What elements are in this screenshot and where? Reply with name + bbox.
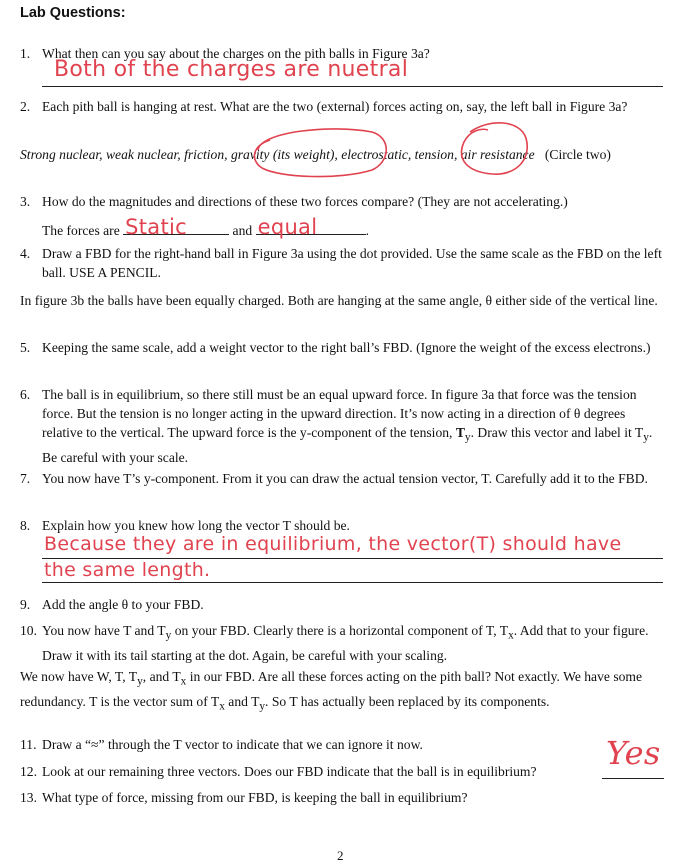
subscript: x	[508, 629, 514, 642]
question-text: What type of force, missing from our FBD, is keeping the ball in equilibrium?	[42, 790, 468, 805]
answer-3-prefix: The forces are	[42, 223, 120, 238]
force-options	[20, 145, 665, 164]
question-4	[20, 244, 665, 282]
answer-3-equal: equal	[257, 215, 318, 239]
question-9	[20, 595, 665, 614]
question-number: 2.	[20, 99, 31, 114]
option-electrostatic: electrostatic,	[341, 147, 415, 162]
question-number: 9.	[20, 597, 31, 612]
text-part: . Be careful with your scale.	[42, 425, 653, 465]
tension-symbol: T	[455, 425, 465, 440]
question-number: 4.	[20, 246, 31, 261]
text-part: You now have T and T	[42, 623, 166, 638]
answer-8-line-1-handwritten: Because they are in equilibrium, the vector(T) should have	[44, 533, 622, 555]
question-10	[20, 621, 665, 665]
question-number: 5.	[20, 340, 31, 355]
option-air-resistance: air resistance	[460, 147, 535, 162]
text-part: The ball is in equilibrium, so there still must be an equal upward force. In figure 3a that force was the tension force. But the tension is no longer acting in the upward direction. It’s now acting in a direction of θ degrees relative to the vertical. The upward force is the y-component of the tension,	[42, 387, 637, 440]
answer-8-line-2-handwritten: the same length.	[44, 559, 211, 581]
answer-3-blank-2	[256, 215, 366, 239]
text-part: . Add that to your figure. Draw it with its tail starting at the dot. Again, be careful with your scaling.	[42, 623, 649, 663]
option-text: Strong nuclear, weak nuclear, friction,	[20, 147, 231, 162]
question-11	[20, 735, 665, 754]
question-number: 3.	[20, 194, 31, 209]
question-number: 11.	[20, 737, 37, 752]
option-tension: tension,	[414, 147, 461, 162]
answer-3-static: Static	[125, 215, 187, 239]
subscript: x	[219, 700, 225, 713]
answer-8-line-2	[42, 582, 663, 583]
question-text: Draw a “≈” through the T vector to indicate that we can ignore it now.	[42, 737, 423, 752]
question-12	[20, 762, 665, 781]
question-text: Draw a FBD for the right-hand ball in Figure 3a using the dot provided. Use the same scale as the FBD on the left ball. USE A PENCIL.	[42, 246, 662, 280]
text-part: in our FBD. Are all these forces acting on the pith ball? Not exactly. We have some redundancy. T is the vector sum of T	[20, 669, 643, 709]
question-number: 13.	[20, 790, 37, 805]
answer-3-row	[42, 215, 369, 240]
question-6	[20, 385, 665, 467]
circle-two-note: (Circle two)	[544, 147, 611, 162]
text-part: , and T	[142, 669, 181, 684]
period: .	[365, 223, 369, 238]
subscript: y	[464, 431, 471, 444]
question-text: Explain how you knew how long the vector T should be.	[42, 518, 350, 533]
answer-1-line	[42, 86, 663, 87]
page-number: 2	[337, 848, 344, 863]
page-heading: Lab Questions:	[20, 5, 126, 21]
question-7	[20, 469, 665, 488]
question-2	[20, 97, 665, 116]
text-part: . Draw this vector and label it T	[470, 425, 644, 440]
question-number: 7.	[20, 471, 31, 486]
question-number: 10.	[20, 623, 37, 638]
answer-1-handwritten: Both of the charges are nuetral	[54, 57, 409, 82]
question-number: 8.	[20, 518, 31, 533]
question-number: 6.	[20, 387, 31, 402]
question-text: How do the magnitudes and directions of these two forces compare? (They are not accelerating.)	[42, 194, 568, 209]
subscript: y	[165, 629, 172, 642]
text-part: on your FBD. Clearly there is a horizontal component of T, T	[171, 623, 509, 638]
question-text: What then can you say about the charges on the pith balls in Figure 3a?	[42, 46, 430, 61]
question-13	[20, 788, 665, 807]
question-number: 1.	[20, 46, 31, 61]
text-part: We now have W, T, T	[20, 669, 138, 684]
paragraph-redundancy	[20, 667, 665, 716]
subscript: y	[259, 700, 266, 713]
paragraph-figure-3b: In figure 3b the balls have been equally charged. Both are hanging at the same angle, θ either side of the vertical line.	[20, 293, 658, 308]
subscript: y	[643, 431, 649, 444]
question-text: Keeping the same scale, add a weight vector to the right ball’s FBD. (Ignore the weight of the excess electrons.)	[42, 340, 651, 355]
subscript: x	[180, 675, 187, 688]
question-5	[20, 338, 665, 357]
question-text	[42, 385, 665, 467]
option-gravity: gravity (its weight),	[230, 147, 342, 162]
question-text	[42, 621, 665, 665]
subscript: y	[137, 675, 143, 688]
text-part: and T	[224, 693, 260, 709]
answer-3-and: and	[232, 223, 253, 238]
question-text: Add the angle θ to your FBD.	[42, 597, 204, 612]
text-part: . So T has actually been replaced by its components.	[265, 693, 550, 709]
answer-12-handwritten: Yes	[606, 734, 661, 772]
question-3	[20, 192, 665, 211]
question-text: You now have T’s y-component. From it you can draw the actual tension vector, T. Carefully add it to the FBD.	[42, 471, 648, 486]
answer-3-blank-1	[123, 215, 229, 239]
answer-12-line	[602, 778, 664, 779]
question-text: Each pith ball is hanging at rest. What are the two (external) forces acting on, say, the left ball in Figure 3a?	[42, 99, 628, 114]
question-number: 12.	[20, 764, 37, 779]
question-text: Look at our remaining three vectors. Does our FBD indicate that the ball is in equilibrium?	[42, 764, 537, 779]
